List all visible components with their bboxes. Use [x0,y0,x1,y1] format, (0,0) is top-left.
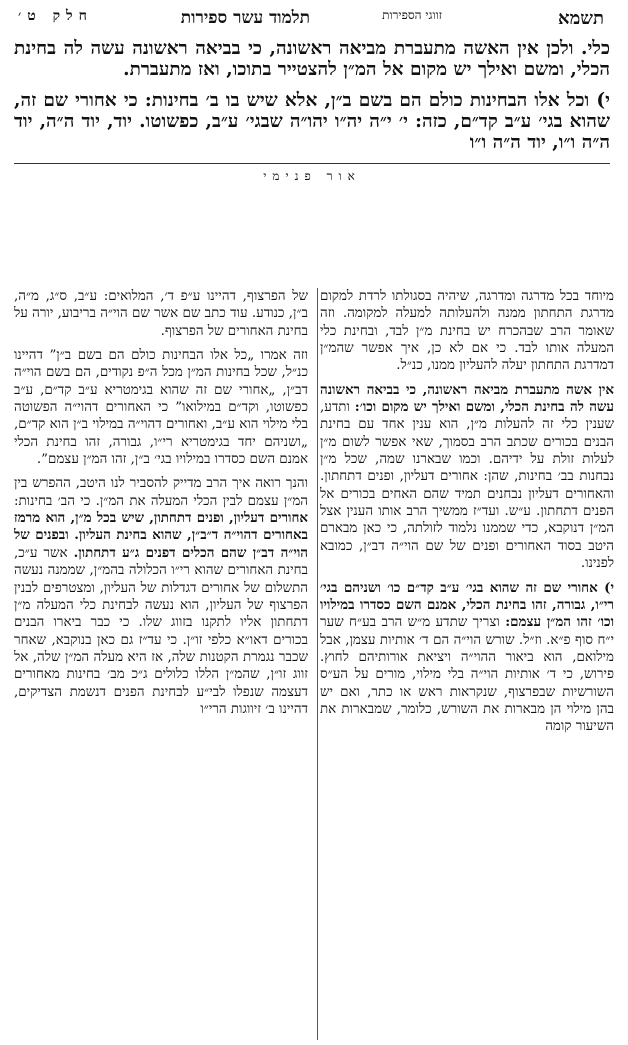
left-paragraph-3 [14,475,308,718]
section-name: זווגי הספירות [382,8,442,22]
commentary-columns [14,288,614,1040]
book-title: תלמוד עשר ספירות [180,8,310,28]
right-paragraph-2-lead: אין אשה מתעברת מביאה ראשונה, כי בביאה ראשונה עשה לה בחינת הכלי, ומשם ואילך יש מקום וכו׳: [320,381,614,416]
left-paragraph-2: וזה אמרו „כל אלו הבחינות כולם הם בשם ב״ן” דהיינו כנ״ל, שכל בחינות המ״ן מכל ה״פ נקודים, הם בשם הוי״ה דב״ן, „אחורי שם זה שהוא בגימטריא ע״ב קד״ם, ע״ב כפשוטו, וקד״ם במילואו” כי האחורים דהוי״ה הפשוטה בלי מילוי הוא ע״ב, ואחורים דהוי״ה במילוי ב״ן הוא קד״ם, „ושניהם יחד בגימטריא רי״ו, גבורה, זהו בחינת הכלי אמנם השם כסדרו במילויו בגי׳ ב״ן, זהו המ״ן עצמם”. [14,348,308,468]
commentary-column-left [14,288,308,1040]
right-paragraph-3 [320,580,614,736]
main-paragraph-2: י) וכל אלו הבחינות כולם הם בשם ב״ן, אלא שיש בו ב׳ בחינות: כי אחורי שם זה, שהוא בגי׳ ע״ב קד״ם, כזה: י׳ י״ה יה״ו יהו״ה שבגי׳ ע״ב, כפשוטו. יוד, יוד ה״ה, יוד ה״ה ו״ו, יוד ה״ה ו״ו [14,90,610,153]
right-paragraph-2-text: ותדע, שענין כלי זה להעלות מ״ן, הוא ענין אחד עם בחינת הבנים בכורים שכתב הרב בסמוך, שאי אפשר לשום מ״ן לעלות זולת על ידיהם. וכמו שבארנו שמה, שכל מ״ן נבחנות בב׳ בחינות, שהן: אחורים דעליון, ופנים דתחתון. והאחורים דעליון נבחנים תמיד שהם האחים בכורים אל הפנים דתחתון. ע״ש. ועד״ז ממשיך הרב אותו הענין אצל המ״ן דנוקבא, כדי שממנו נלמוד לזולתה, כי כאן מבארם היטב בסוד האחורים ופנים של שם הוי״ה דב״ן, כמובא לפנינו. [320,400,614,572]
left-paragraph-3-rest: אשר ע״כ, בחינת האחורים שהוא רי״ו הכלולה בהמ״ן, שממנה נעשה התשלום של אחורים דגדלות של העליון, ומצטרפים לבנין הפרצוף של העליון, הוא נעשה לבחינת כלי המעלה מ״ן דתחתון אליו לתקנו בזווג שלו. כי כבר ביארו הבנים בכורים דאו״א כלפי זו״ן. כי עד״ז גם כאן בנוקבא, שאחר שכבר נגמרת הקטנות שלה, אז היא מעלה המ״ן שלה, אל זווג זו״ן, שהמ״ן הללו כלולים ג״כ מב׳ בחינות מאחורים דעצמה שנפלו לבי״ע לבחינת הפנים דנשמת הצדיקים, דהיינו ב׳ זיווגות הרי״ו [14,545,308,717]
right-paragraph-3-lead: י) אחורי שם זה שהוא בגי׳ ע״ב קד״ם כו׳ ושניהם בגי׳ רי״ו, גבורה, זהו בחינת הכלי, אמנם השם כסדרו במילויו וכו׳ זהו המ״ן עצמם: [320,579,614,631]
page-number: תשמא [558,8,604,29]
right-paragraph-1: מיוחד בכל מדרגה ומדרגה, שיהיה בסגולתו לרדת למקום מדרגת התחתון ממנה ולהעלותה למעלה למקומה. וזה שאומר הרב שבהכרח יש בחינת מ״ן לבד, ובחינת כלי המעלה אותו לבד. כי אם לא כן, איך אפשר שהמ״ן דמדרגת התחתון יעלה להעליון ממנו, כנ״ל. [320,289,614,374]
left-paragraph-3-text: והנך רואה איך הרב מדייק להסביר לנו היטב, ההפרש בין המ״ן עצמם לבין הכלי המעלה את המ״ן. כי הב׳ בחינות: [14,476,308,509]
main-text [14,38,610,153]
left-paragraph-1: של הפרצוף, דהיינו ע״פ ד׳, המלואים: ע״ב, ס״ג, מ״ה, ב״ן, כנודע. עוד כתב שם אשר שם הוי״ה בריבוע, יורה על בחינת האחורים של הפרצוף. [14,289,308,339]
section-divider [14,163,610,165]
left-paragraph-3-emphasis: אחורים דעליון, ופנים דתחתון, שיש בכל מ״ן, הוא מרמז באחורים דהוי״ה ד״ב״ן, שהוא בחינת העליון. ובפנים של הוי״ה דב״ן שהם הכלים דפנים ג״ע דתחתון. [14,510,308,561]
running-header [14,6,610,28]
right-paragraph-3-text: וצריך שתדע מ״ש הרב בע״ח שער י״ח סוף פ״א. וז״ל. שורש הוי״ה הם ד׳ אותיות עצמן, אבל מילואם, הוא ביאור ההוי״ה ויציאת אורותיהם לחוץ. פירוש, כי ד׳ אותיות הוי״ה בלי מילוי, מורים על הע״ס השורשיות שבפרצוף, שנקראות ראש או כתר, ואם יש בהן מילוי הן מבארות את השורש, כלומר, שמבארות את השיעור קומה [320,615,614,735]
right-paragraph-2 [320,382,614,573]
commentary-title: אור פנימי [263,169,361,183]
volume-label: חלק ט׳ [18,8,93,24]
main-paragraph-1: כלי. ולכן אין האשה מתעברת מביאה ראשונה, כי בביאה ראשונה עשה לה בחינת הכלי, ומשם ואילך יש מקום אל המ״ן להצטייר בתוכו, ואז מתעברת. [14,38,610,80]
column-divider [317,288,318,1040]
commentary-column-right [320,288,614,1040]
